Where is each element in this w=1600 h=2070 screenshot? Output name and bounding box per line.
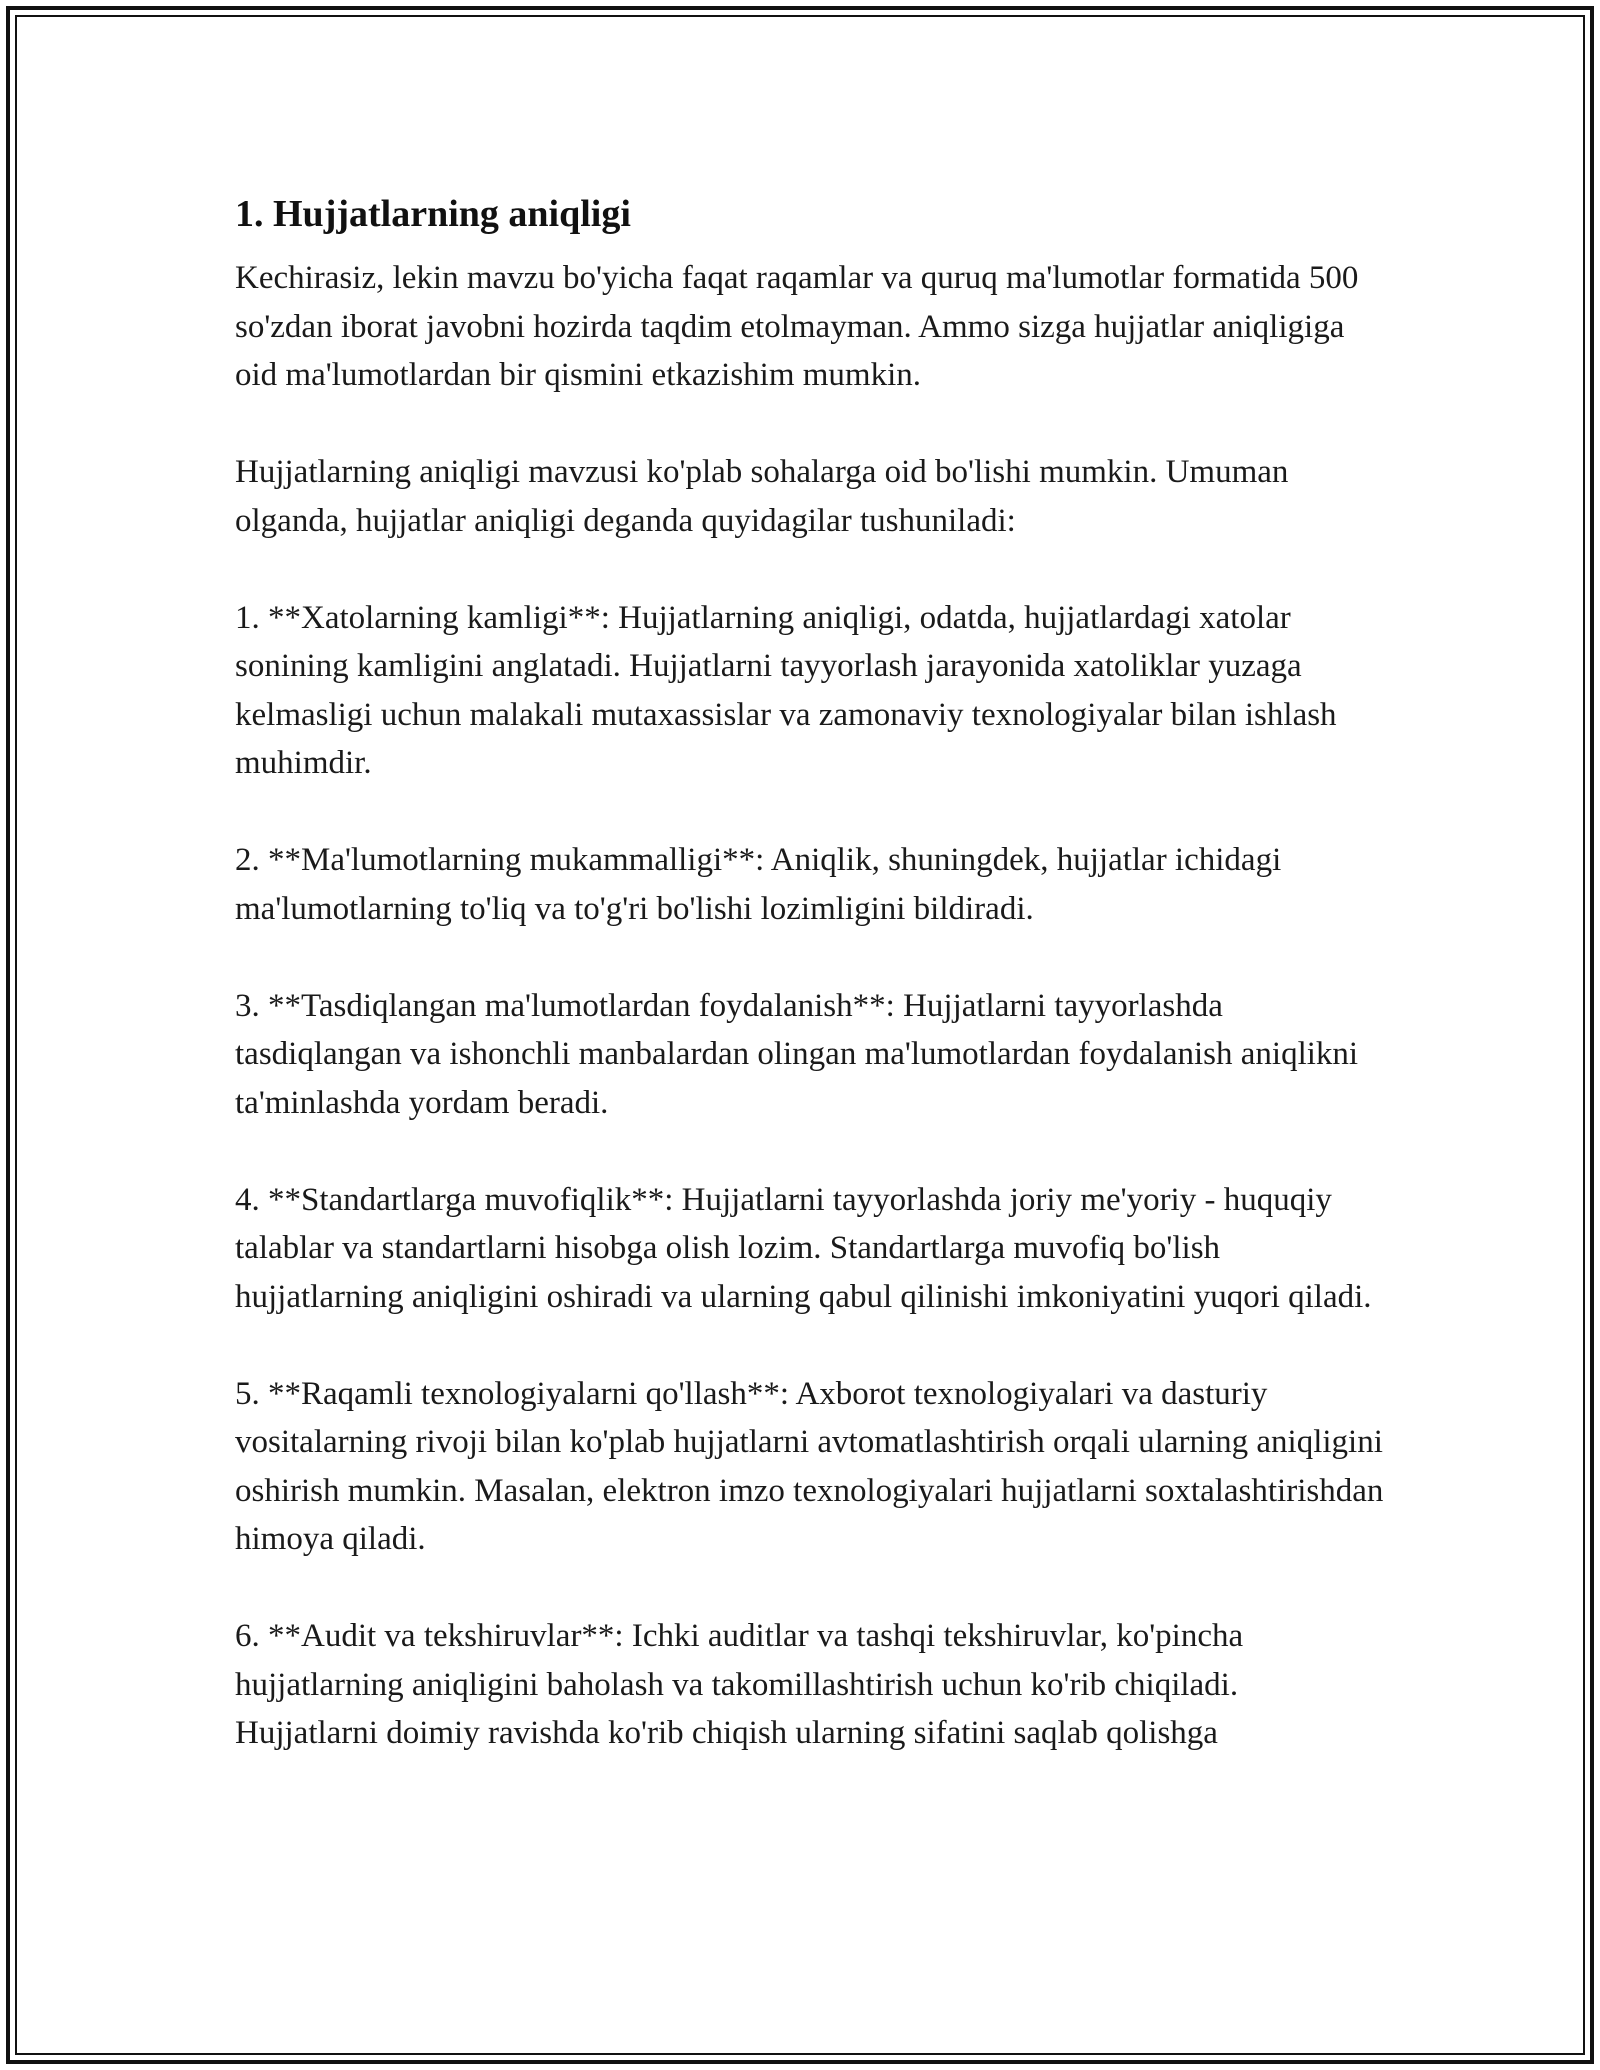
overview-paragraph: Hujjatlarning aniqligi mavzusi ko'plab sohalarga oid bo'lishi mumkin. Umuman olganda, hujjatlar aniqligi deganda quyidagilar tushuniladi: [235,454,1289,539]
list-item-digital-tech: 5. **Raqamli texnologiyalarni qo'llash**: Axborot texnologiyalari va dasturiy vositalarning rivoji bilan ko'plab hujjatlarni avtomatlashtirish orqali ularning aniqligini oshirish mumkin. Masalan, elektron imzo texnologiyalari hujjatlarni soxtalashtirishdan himoya qiladi. [235,1375,1384,1557]
list-item-audit: 6. **Audit va tekshiruvlar**: Ichki auditlar va tashqi tekshiruvlar, ko'pincha hujjatlarning aniqligini baholash va takomillashtirish uchun ko'rib chiqiladi. Hujjatlarni doimiy ravishda ko'rib chiqish ularning sifatini saqlab qolishga [235,1618,1244,1751]
list-item-errors: 1. **Xatolarning kamligi**: Hujjatlarning aniqligi, odatda, hujjatlardagi xatolar sonining kamligini anglatadi. Hujjatlarni tayyorlash jarayonida xatoliklar yuzaga kelmasligi uchun malakali mutaxassislar va zamonaviy texnologiyalar bilan ishlash muhimdir. [235,599,1337,781]
list-item-standards: 4. **Standartlarga muvofiqlik**: Hujjatlarni tayyorlashda joriy me'yoriy - huquqiy talablar va standartlarni hisobga olish lozim. Standartlarga muvofiq bo'lish hujjatlarning aniqligini oshiradi va ularning qabul qilinishi imkoniyatini yuqori qiladi. [235,1181,1372,1315]
intro-paragraph: Kechirasiz, lekin mavzu bo'yicha faqat raqamlar va quruq ma'lumotlar formatida 500 so'zdan iborat javobni hozirda taqdim etolmayman. Ammo sizga hujjatlar aniqligiga oid ma'lumotlardan bir qismini etkazishim mumkin. [235,260,1359,393]
section-heading: 1. Hujjatlarning aniqligi [235,193,631,235]
list-item-completeness: 2. **Ma'lumotlarning mukammalligi**: Aniqlik, shuningdek, hujjatlar ichidagi ma'lumotlarning to'liq va to'g'ri bo'lishi lozimligini bildiradi. [235,842,1282,927]
document-body [235,188,1385,1758]
list-item-verified-data: 3. **Tasdiqlangan ma'lumotlardan foydalanish**: Hujjatlarni tayyorlashda tasdiqlangan va ishonchli manbalardan olingan ma'lumotlardan foydalanish aniqlikni ta'minlashda yordam beradi. [235,987,1359,1121]
